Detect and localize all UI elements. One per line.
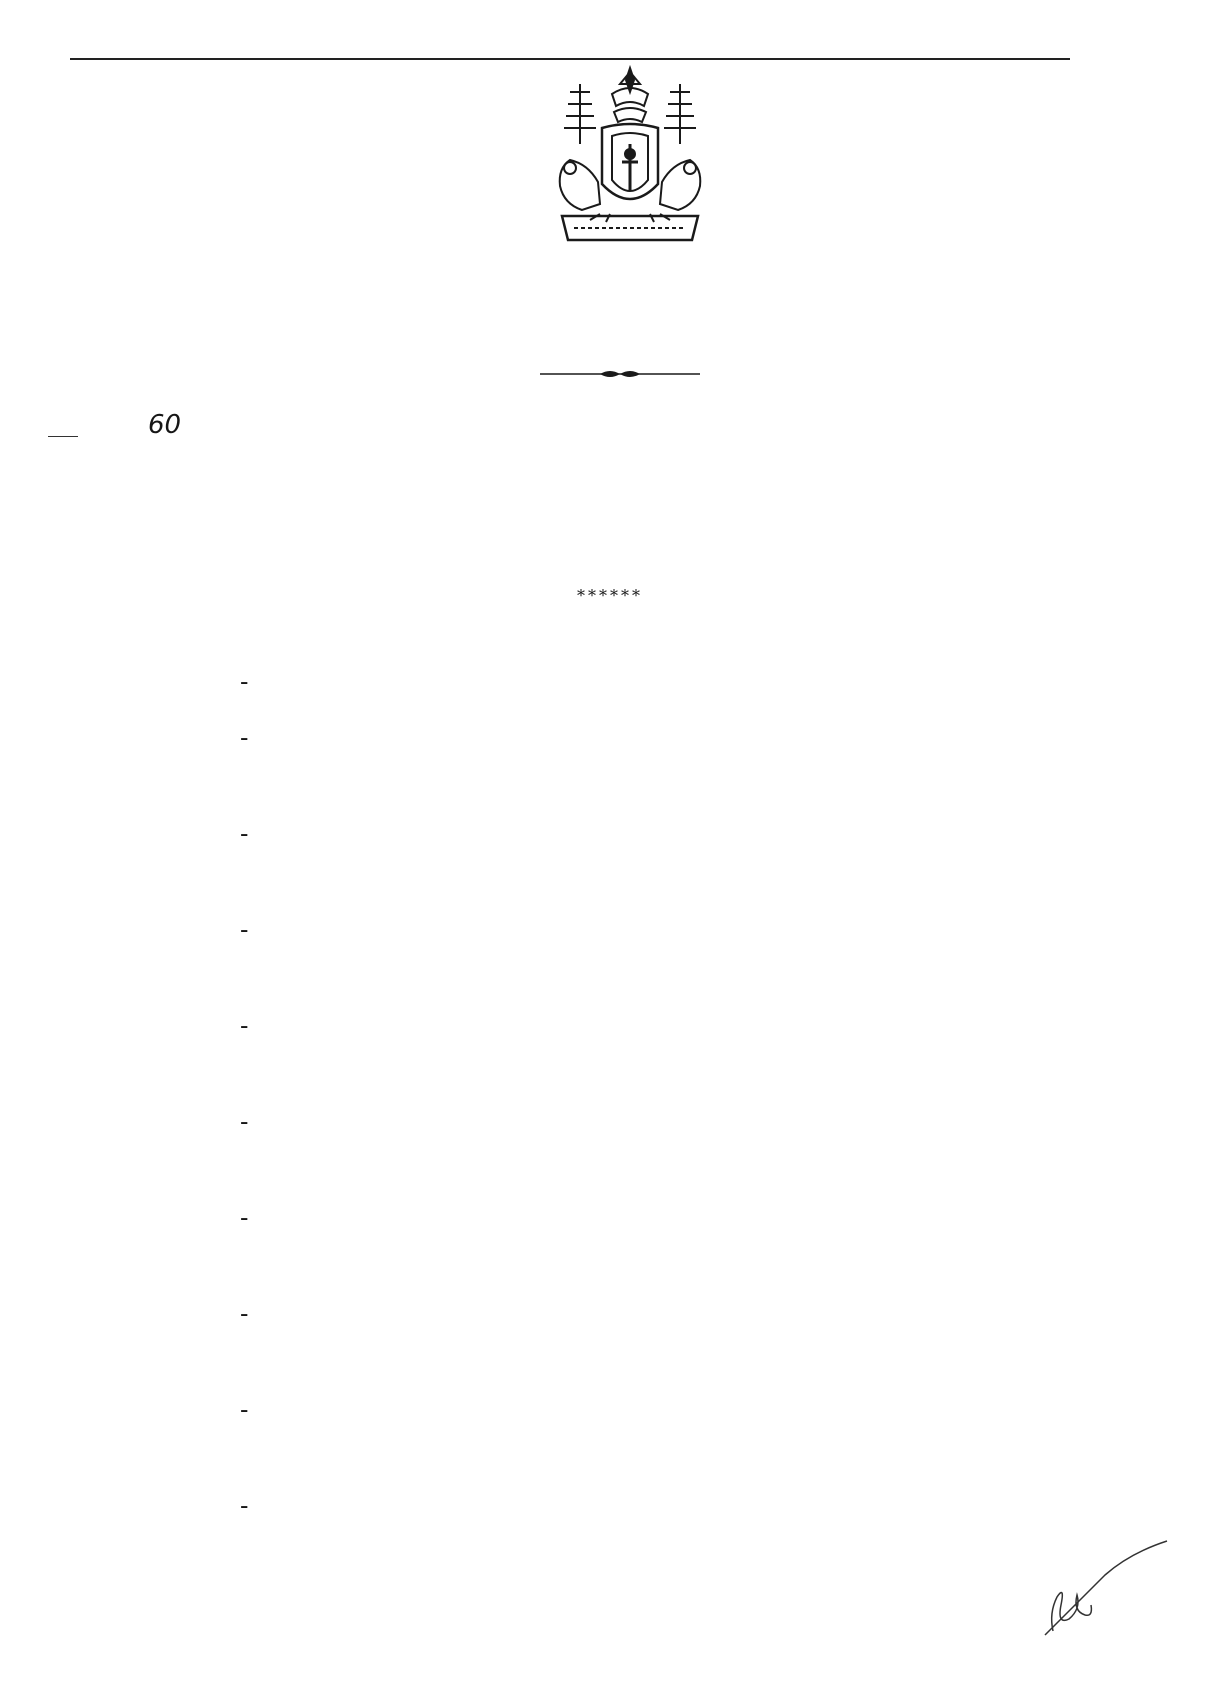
list-bullet: - [240,667,249,696]
recital-line-continued [278,1198,1030,1238]
running-header [70,12,1070,56]
recital-line-continued [278,1006,1030,1046]
recital-line-continued [278,1102,1030,1142]
recital-line-continued [278,814,1030,854]
star-separator: ****** [577,586,643,605]
list-bullet: - [240,915,249,944]
list-bullet: - [240,819,249,848]
list-bullet: - [240,1395,249,1424]
list-item [240,1006,1030,1102]
list-item [240,910,1030,1006]
recital-line-continued [278,1294,1030,1334]
recital-line-continued [278,1390,1030,1430]
list-item [240,1198,1030,1294]
list-bullet: - [240,1203,249,1232]
list-bullet: - [240,1491,249,1520]
royal-coat-of-arms-icon [540,64,720,249]
list-item [240,814,1030,910]
list-bullet: - [240,1299,249,1328]
list-bullet: - [240,1107,249,1136]
recitals-list [240,662,1030,1582]
list-item [240,1486,1030,1582]
list-bullet: - [240,723,249,752]
recital-line-continued [278,1486,1030,1526]
recital-line-continued [278,718,1030,758]
reference-line [48,410,408,446]
ornament-divider-icon [540,368,700,380]
recital-line-continued [278,910,1030,950]
list-bullet: - [240,1011,249,1040]
list-item [240,1390,1030,1486]
header-rule [70,58,1070,60]
reference-number: 60 [148,410,182,440]
list-item [240,718,1030,814]
list-item [240,1294,1030,1390]
handwritten-signature-icon [1035,1535,1175,1645]
underline-rule [48,436,78,437]
list-item [240,662,1030,718]
list-item [240,1102,1030,1198]
